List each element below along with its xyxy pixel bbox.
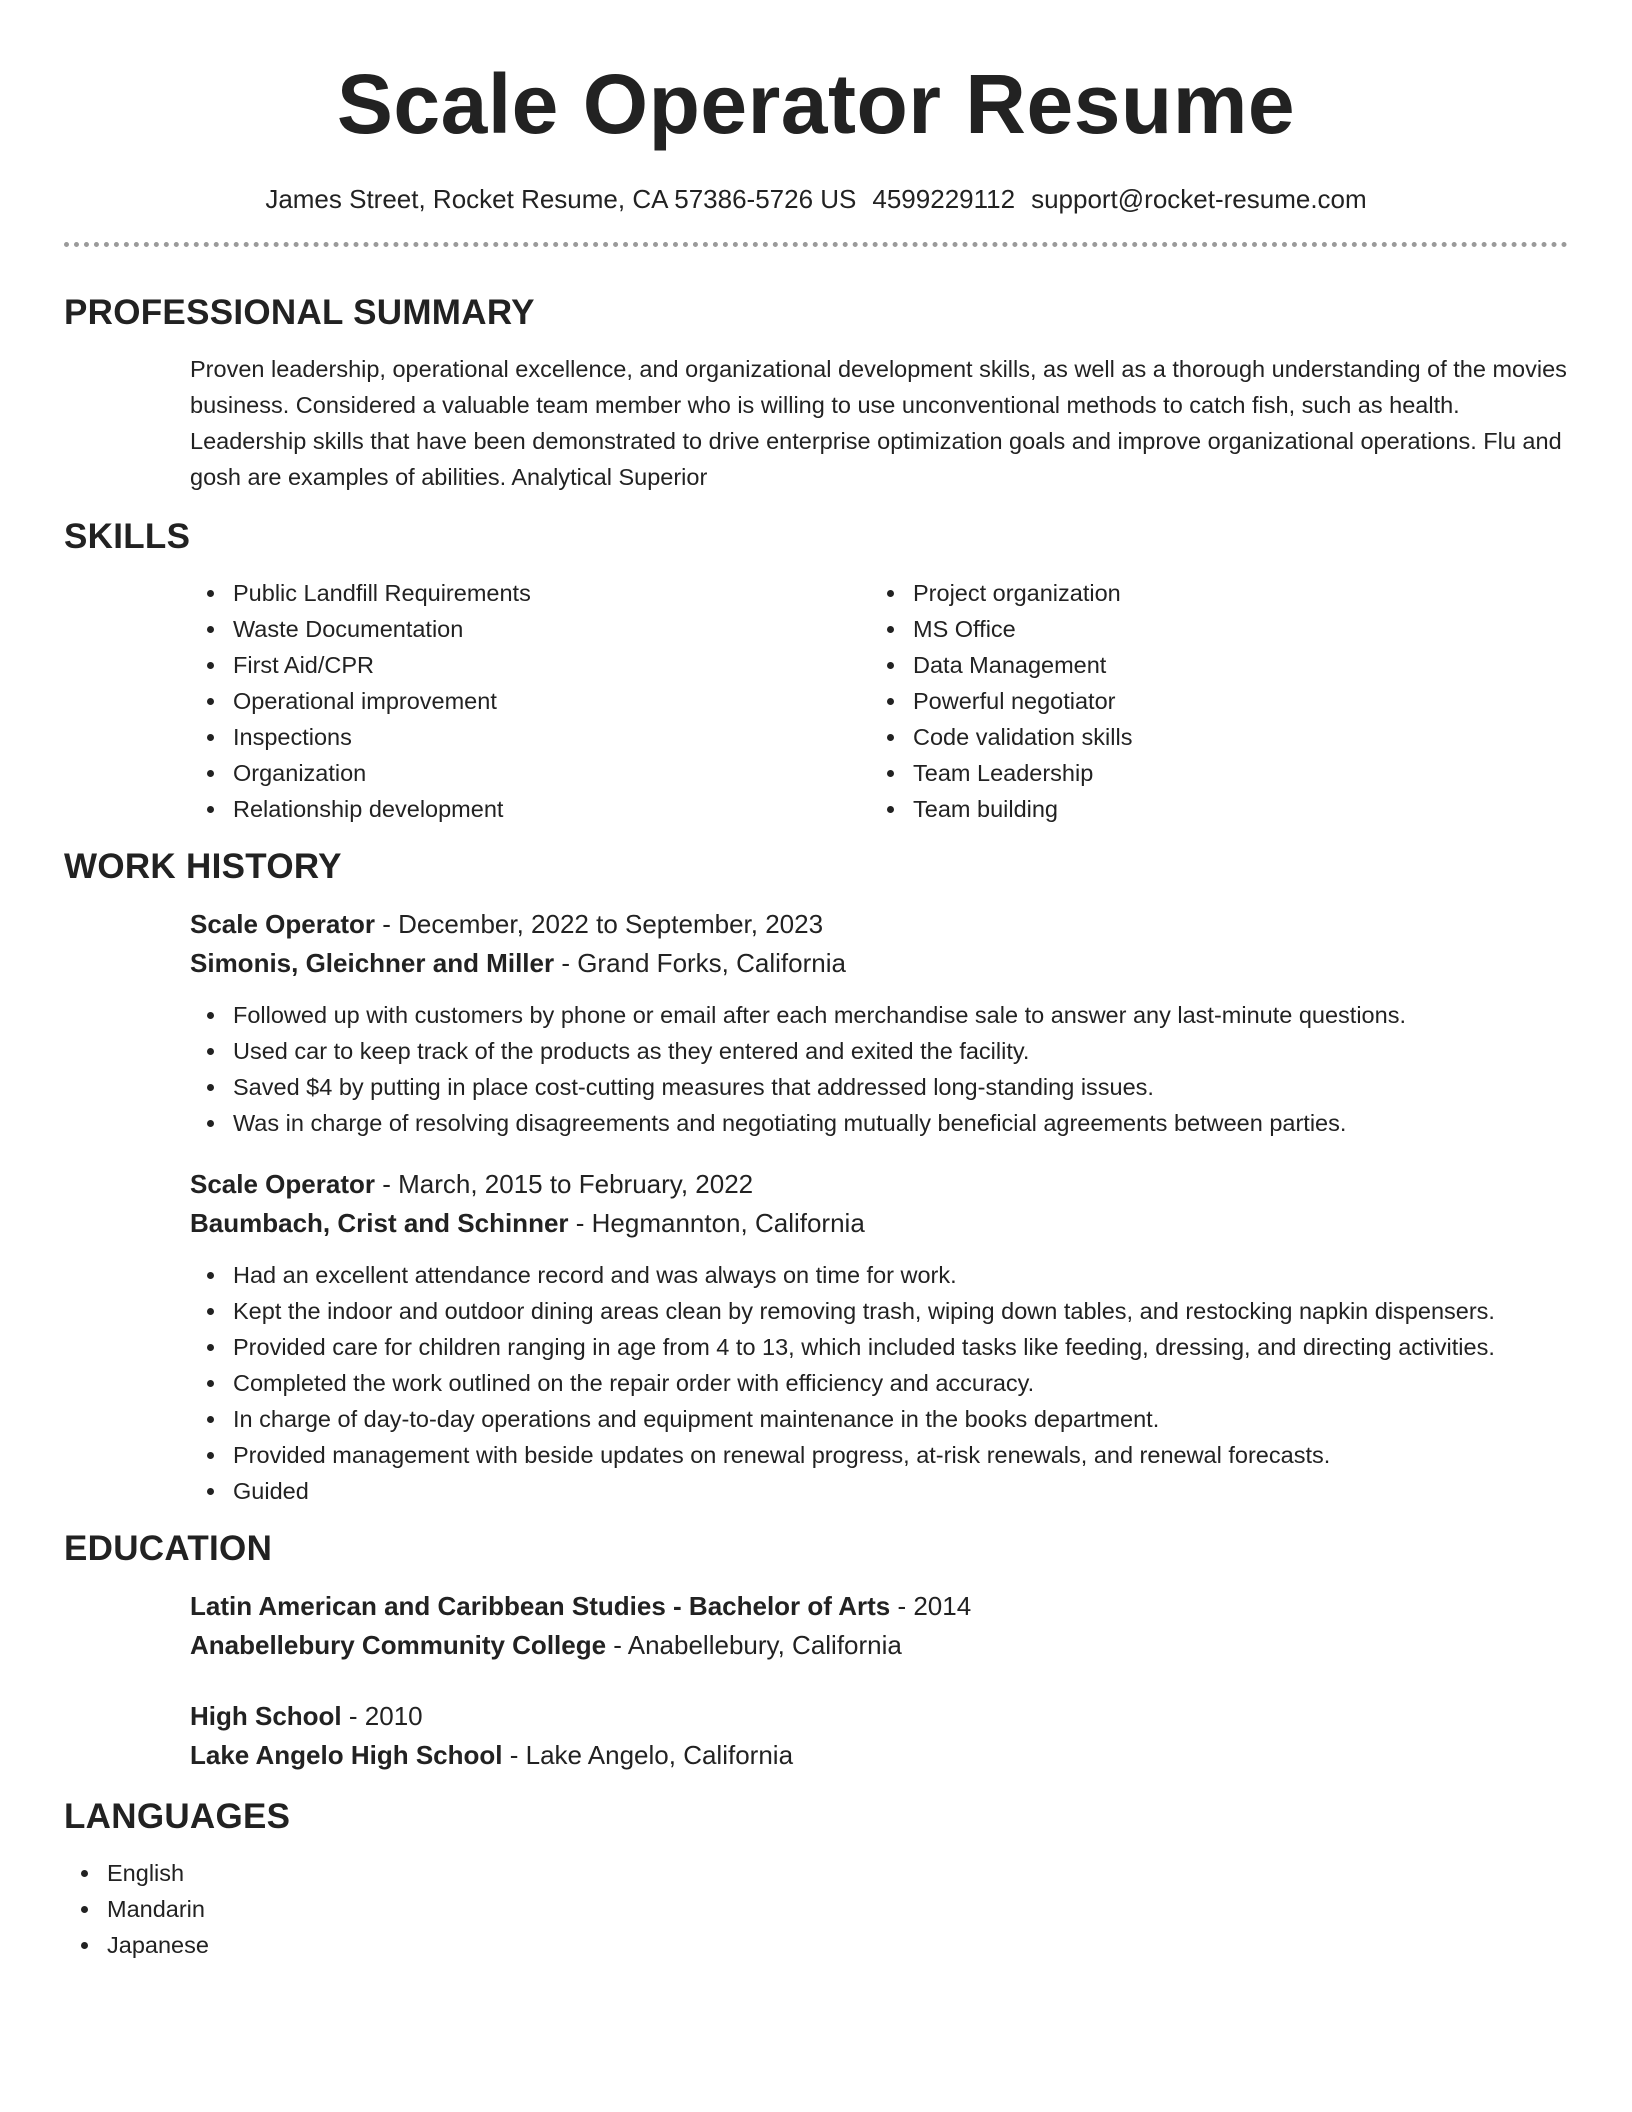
job-title-line: [190, 1165, 1568, 1204]
skill-item: Operational improvement: [190, 683, 870, 719]
job-dates: - March, 2015 to February, 2022: [374, 1169, 754, 1199]
duty-item: Guided: [190, 1473, 1568, 1509]
duty-item: Was in charge of resolving disagreements and negotiating mutually beneficial agreements between parties.: [190, 1105, 1568, 1141]
school-line: [190, 1736, 1568, 1775]
skills-heading: SKILLS: [64, 517, 191, 556]
language-item: English: [64, 1855, 1442, 1891]
skill-item: MS Office: [870, 611, 1550, 647]
duty-item: Had an excellent attendance record and was always on time for work.: [190, 1257, 1568, 1293]
skill-item: Public Landfill Requirements: [190, 575, 870, 611]
education-entry: [190, 1697, 1568, 1775]
skills-column-right: [870, 575, 1550, 827]
languages-list: [64, 1855, 1442, 1963]
job-company: Baumbach, Crist and Schinner: [190, 1208, 569, 1238]
job-title: Scale Operator: [190, 1169, 375, 1199]
job-title: Scale Operator: [190, 909, 375, 939]
skill-item: Team Leadership: [870, 755, 1550, 791]
degree: Latin American and Caribbean Studies - Bachelor of Arts: [190, 1591, 891, 1621]
language-item: Mandarin: [64, 1891, 1442, 1927]
job-dates: - December, 2022 to September, 2023: [374, 909, 824, 939]
job-location: - Hegmannton, California: [568, 1208, 865, 1238]
contact-email: support@rocket-resume.com: [1031, 184, 1367, 214]
skill-item: Inspections: [190, 719, 870, 755]
job-location: - Grand Forks, California: [554, 948, 846, 978]
languages-heading: LANGUAGES: [64, 1797, 291, 1836]
job-company-line: [190, 944, 1568, 983]
skills-list: [190, 575, 1568, 827]
contact-address: James Street, Rocket Resume, CA 57386-5726 US: [265, 184, 857, 214]
skills-column-left: [190, 575, 870, 827]
degree-year: - 2014: [890, 1591, 972, 1621]
degree-year: - 2010: [341, 1701, 423, 1731]
job-company: Simonis, Gleichner and Miller: [190, 948, 555, 978]
duty-item: In charge of day-to-day operations and equipment maintenance in the books department.: [190, 1401, 1568, 1437]
school-location: - Anabellebury, California: [606, 1630, 902, 1660]
duty-item: Followed up with customers by phone or email after each merchandise sale to answer any last-minute questions.: [190, 997, 1568, 1033]
contact-phone: 4599229112: [872, 184, 1016, 214]
language-item: Japanese: [64, 1927, 1442, 1963]
skill-item: Organization: [190, 755, 870, 791]
summary-heading: PROFESSIONAL SUMMARY: [64, 293, 535, 332]
degree-line: [190, 1697, 1568, 1736]
skill-item: First Aid/CPR: [190, 647, 870, 683]
school: Lake Angelo High School: [190, 1740, 503, 1770]
duty-item: Kept the indoor and outdoor dining areas clean by removing trash, wiping down tables, and restocking napkin dispensers.: [190, 1293, 1568, 1329]
skill-item: Data Management: [870, 647, 1550, 683]
job-entry: [190, 1165, 1568, 1509]
duty-item: Used car to keep track of the products as they entered and exited the facility.: [190, 1033, 1568, 1069]
header-divider: [64, 242, 1568, 247]
duty-item: Completed the work outlined on the repair order with efficiency and accuracy.: [190, 1365, 1568, 1401]
skill-item: Team building: [870, 791, 1550, 827]
work-heading: WORK HISTORY: [64, 847, 342, 886]
duty-item: Provided management with beside updates on renewal progress, at-risk renewals, and renewal forecasts.: [190, 1437, 1568, 1473]
duty-item: Saved $4 by putting in place cost-cutting measures that addressed long-standing issues.: [190, 1069, 1568, 1105]
skill-item: Waste Documentation: [190, 611, 870, 647]
job-entry: [190, 905, 1568, 1141]
skill-item: Relationship development: [190, 791, 870, 827]
job-duties: [190, 997, 1568, 1141]
education-entry: [190, 1587, 1568, 1665]
skill-item: Powerful negotiator: [870, 683, 1550, 719]
school: Anabellebury Community College: [190, 1630, 607, 1660]
degree: High School: [190, 1701, 342, 1731]
skill-item: Project organization: [870, 575, 1550, 611]
resume-title: Scale Operator Resume: [336, 57, 1296, 151]
resume-page: [64, 0, 1568, 1963]
job-company-line: [190, 1204, 1568, 1243]
school-line: [190, 1626, 1568, 1665]
degree-line: [190, 1587, 1568, 1626]
summary-text: Proven leadership, operational excellence, and organizational development skills, as well as a thorough understanding of the movies business. Considered a valuable team member who is willing to use unconventional methods to catch fish, such as health. Leadership skills that have been demonstrated to drive enterprise optimization goals and improve organizational operations. Flu and gosh are examples of abilities. Analytical Superior: [190, 356, 1567, 490]
skill-item: Code validation skills: [870, 719, 1550, 755]
job-title-line: [190, 905, 1568, 944]
duty-item: Provided care for children ranging in age from 4 to 13, which included tasks like feeding, dressing, and directing activities.: [190, 1329, 1568, 1365]
contact-line: [64, 182, 1568, 216]
school-location: - Lake Angelo, California: [502, 1740, 794, 1770]
job-duties: [190, 1257, 1568, 1509]
education-heading: EDUCATION: [64, 1529, 273, 1568]
